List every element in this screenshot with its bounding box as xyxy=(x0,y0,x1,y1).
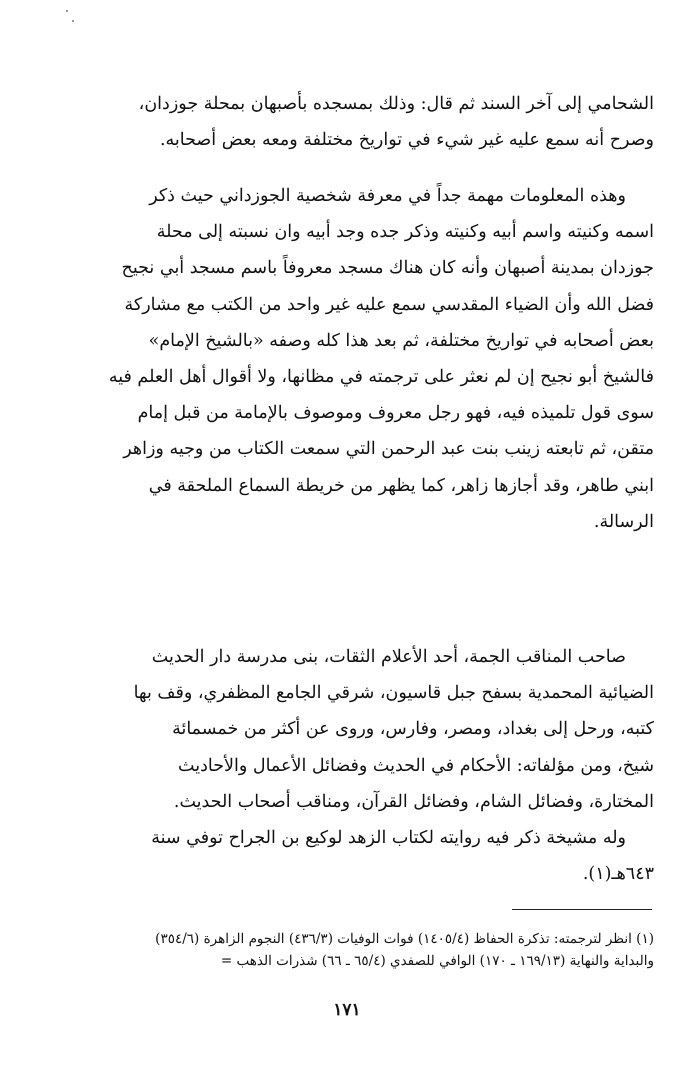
text-line: الشحامي إلى آخر السند ثم قال: وذلك بمسجده بأصبهان بمحلة جوزدان، xyxy=(138,94,654,114)
text-line: الضيائية المحمدية بسفح جبل قاسيون، شرقي الجامع المظفري، وقف بها xyxy=(133,683,654,704)
text-line: شيخ، ومن مؤلفاته: الأحكام في الحديث وفضائل الأعمال والأحاديث xyxy=(178,755,654,776)
text-line: جوزدان بمدينة أصبهان وأنه كان هناك مسجد معروفاً باسم مسجد أبي نجيح xyxy=(121,258,654,279)
footnote-line: (١) انظر لترجمته: تذكرة الحفاظ (١٤٠٥/٤) فوات الوفيات (٤٣٦/٣) النجوم الزاهرة (٣٥٤/٦) xyxy=(155,931,654,947)
footnote-divider xyxy=(512,909,652,910)
text-line: سوى قول تلميذه فيه، فهو رجل معروف وموصوف بالإمامة من قبل إمام xyxy=(137,403,654,424)
paragraph-2 xyxy=(74,178,654,540)
text-line: وله مشيخة ذكر فيه روايته لكتاب الزهد لوكيع بن الجراح توفي سنة xyxy=(151,828,626,848)
scan-speck xyxy=(72,20,74,22)
text-line: فالشيخ أبو نجيح إن لم نعثر على ترجمته في مظانها، ولا أقوال أهل العلم فيه xyxy=(108,367,654,388)
paragraph-4 xyxy=(74,820,654,892)
text-line: المختارة، وفضائل الشام، وفضائل القرآن، ومناقب أصحاب الحديث. xyxy=(173,791,654,812)
scan-speck xyxy=(66,10,68,12)
page-number: ١٧١ xyxy=(333,1000,361,1020)
text-line: متقن، ثم تابعته زينب بنت عبد الرحمن التي سمعت الكتاب من وجيه وزاهر xyxy=(123,439,654,460)
text-line: ابني طاهر، وقد أجازها زاهر، كما يظهر من خريطة السماع الملحقة في xyxy=(148,475,654,496)
text-line: بعض أصحابه في تواريخ مختلفة، ثم بعد هذا كله وصفه «بالشيخ الإمام» xyxy=(148,330,654,351)
text-line: فضل الله وأن الضياء المقدسي سمع عليه غير واحد من الكتب مع مشاركة xyxy=(124,294,654,315)
text-line: صاحب المناقب الجمة، أحد الأعلام الثقات، بنى مدرسة دار الحديث xyxy=(151,647,626,667)
text-line: اسمه وكنيته واسم أبيه وكنيته وذكر جده وجد أبيه وان نسبته إلى محلة xyxy=(156,222,654,243)
text-line: كتبه، ورحل إلى بغداد، ومصر، وفارس، وروى عن أكثر من خمسمائة xyxy=(172,719,654,740)
text-line: وهذه المعلومات مهمة جداً في معرفة شخصية الجوزداني حيث ذكر xyxy=(149,186,626,206)
text-line: ٦٤٣هـ(١). xyxy=(582,864,654,885)
paragraph-3 xyxy=(74,639,654,820)
footnote-line: والبداية والنهاية (١٦٩/١٣ ـ ١٧٠) الوافي للصفدي (٦٥/٤ ـ ٦٦) شذرات الذهب = xyxy=(220,953,654,969)
paragraph-1 xyxy=(74,86,654,158)
text-line: وصرح أنه سمع عليه غير شيء في تواريخ مختلفة ومعه بعض أصحابه. xyxy=(159,130,654,151)
footnote xyxy=(90,928,654,972)
text-line: الرسالة. xyxy=(593,511,654,532)
